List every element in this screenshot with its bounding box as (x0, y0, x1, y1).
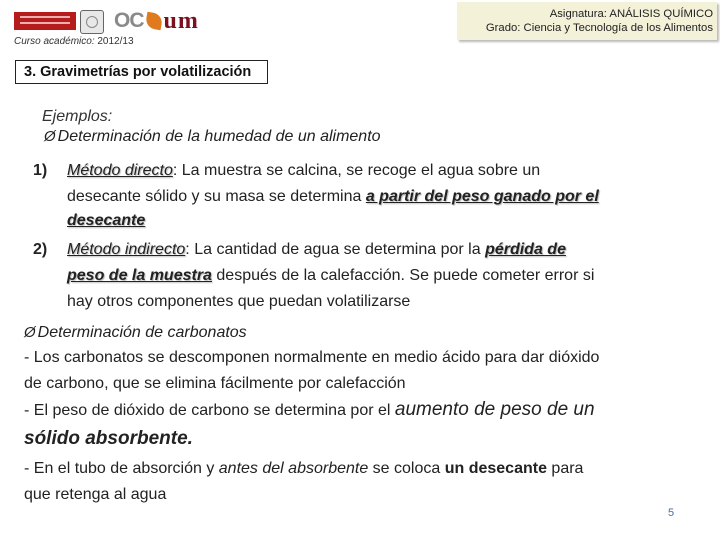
item2-number: 2) (33, 241, 48, 258)
item1-line2-text: desecante sólido y su masa se determina (67, 188, 366, 205)
carbonates-line4: sólido absorbente. (24, 428, 193, 449)
subject-header-box (457, 2, 717, 40)
degree-line: Grado: Ciencia y Tecnología de los Alimentos (485, 22, 713, 34)
item1-line3: desecante (67, 212, 146, 229)
item2-line3: hay otros componentes que puedan volatilizarse (67, 293, 411, 310)
subject-line: Asignatura: ANÁLISIS QUÍMICO (549, 8, 713, 20)
item1-line1-text: La muestra se calcina, se recoge el agua sobre un (177, 162, 541, 179)
carbonates-line5 (24, 459, 583, 479)
item1-line1 (67, 161, 540, 181)
carbonates-line5-a: - En el tubo de absorción y (24, 460, 219, 477)
item1-line2 (67, 187, 599, 207)
carbonates-line5-b: antes del absorbente (218, 460, 369, 477)
examples-label: Ejemplos: (42, 108, 113, 125)
academic-year-value: 2012/13 (97, 36, 134, 47)
carbonates-line5-e: para (546, 460, 584, 477)
arrow-bullet-icon: Ø (24, 324, 36, 341)
carbonates-line2: de carbono, que se elimina fácilmente por calefacción (24, 375, 406, 392)
carbonates-line5-c: se coloca (368, 460, 445, 477)
carbonates-line3-text: - El peso de dióxido de carbono se determina por el (24, 402, 395, 419)
item2-line2-link: peso de la muestra (67, 267, 212, 284)
carbonates-heading-text: Determinación de carbonatos (37, 324, 247, 341)
item1-line2-link: a partir del peso ganado por el (365, 188, 599, 205)
item2-line2-text: después de la calefacción. Se puede cometer error si (211, 267, 595, 284)
section-title: 3. Gravimetrías por volatilización (15, 60, 268, 84)
university-logo (14, 10, 104, 32)
carbonates-line6: que retenga al agua (24, 486, 167, 503)
ocw-um-logo (114, 8, 199, 34)
logo-um-text: um (163, 7, 199, 34)
humidity-heading-text: Determinación de la humedad de un alimento (57, 128, 381, 145)
item1-term: Método directo (67, 162, 173, 179)
logo-oc-text: OC (114, 9, 144, 32)
crest-icon (80, 10, 104, 34)
page-number: 5 (668, 507, 675, 519)
humidity-heading (44, 127, 381, 147)
item2-line2 (67, 266, 594, 286)
carbonates-heading (24, 323, 247, 343)
item2-colon: : (185, 241, 190, 258)
carbonates-line3-emphasis: aumento de peso de un (394, 399, 595, 420)
academic-year-label: Curso académico: (14, 36, 95, 47)
item2-line1-text: La cantidad de agua se determina por la (189, 241, 486, 258)
item2-term: Método indirecto (67, 241, 186, 258)
carbonates-line5-d: un desecante (444, 460, 547, 477)
leaf-icon (144, 12, 163, 31)
academic-year (14, 36, 134, 47)
arrow-bullet-icon: Ø (44, 128, 56, 145)
carbonates-line3 (24, 400, 595, 421)
item1-number: 1) (33, 162, 48, 179)
university-logo-banner (14, 12, 76, 30)
item1-colon: : (172, 162, 178, 179)
item2-line1-link: pérdida de (485, 241, 566, 258)
item2-line1 (67, 240, 566, 260)
carbonates-line1: - Los carbonatos se descomponen normalmente en medio ácido para dar dióxido (24, 349, 600, 366)
